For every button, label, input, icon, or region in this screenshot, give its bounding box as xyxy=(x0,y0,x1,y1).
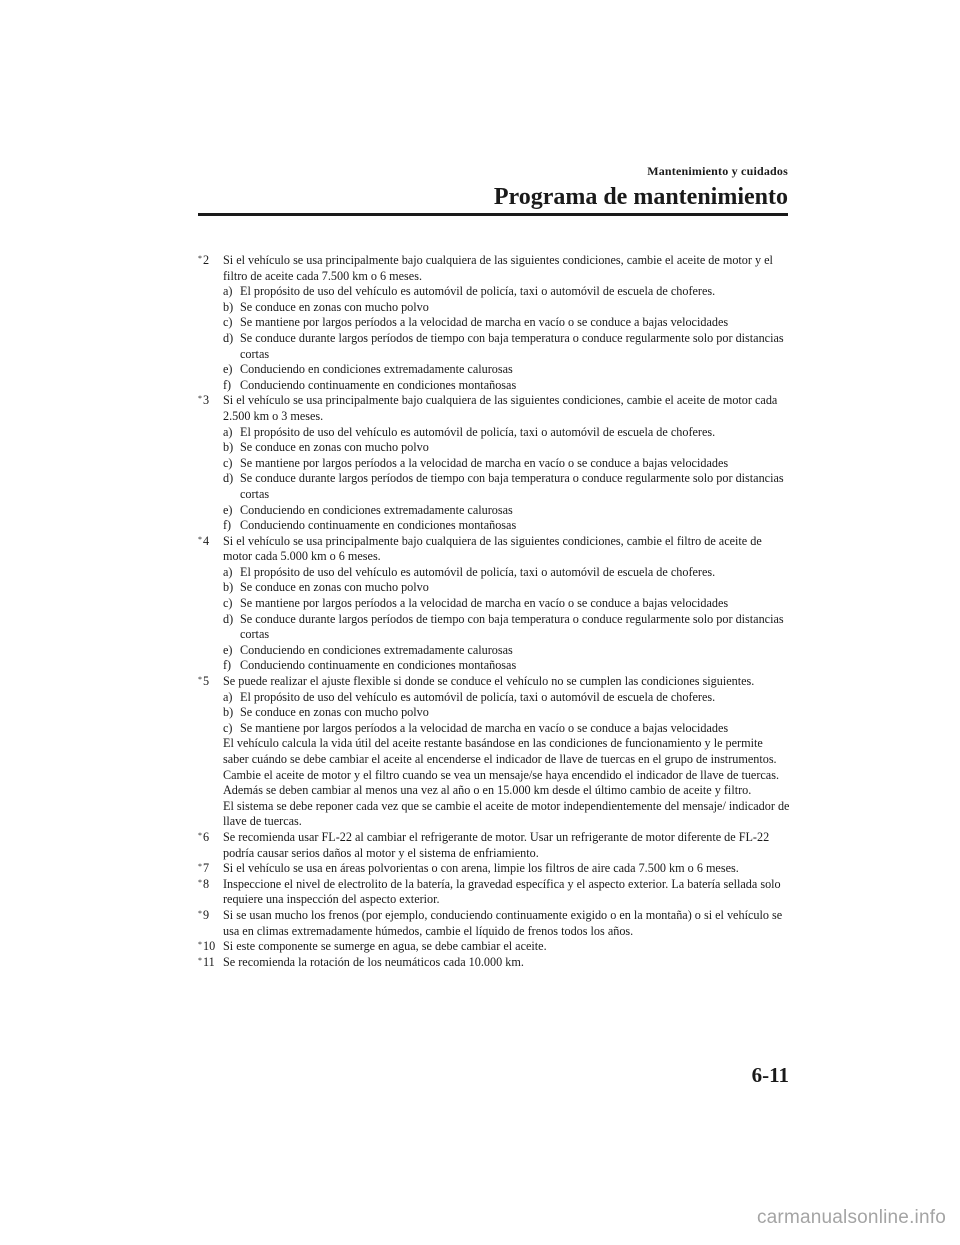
footnote-number: 11 xyxy=(203,954,215,969)
footnote xyxy=(198,908,790,939)
footnote xyxy=(198,830,790,861)
list-item-label: c) xyxy=(223,455,233,470)
footnote-number: 4 xyxy=(203,533,210,548)
footnote-text: Si el vehículo se usa principalmente bajo cualquiera de las siguientes condiciones, cambie el filtro de aceite de motor cada 5.000 km o 6 meses. xyxy=(223,533,762,564)
list-item-label: a) xyxy=(223,424,233,439)
list-item-text: Se conduce en zonas con mucho polvo xyxy=(240,580,429,595)
footnote-number: 3 xyxy=(203,393,210,408)
list-item-text: Se conduce en zonas con mucho polvo xyxy=(240,705,429,720)
list-item-label: d) xyxy=(223,611,234,626)
list-item-text: Se mantiene por largos períodos a la velocidad de marcha en vacío o se conduce a bajas velocidades xyxy=(240,455,729,470)
asterisk-icon: * xyxy=(198,908,202,918)
asterisk-icon: * xyxy=(198,877,202,887)
footnote-number: 9 xyxy=(203,907,210,922)
asterisk-icon: * xyxy=(198,254,202,263)
footnote xyxy=(198,674,790,830)
footnote xyxy=(198,861,790,877)
list-item xyxy=(223,612,790,643)
list-item xyxy=(223,565,790,581)
footnote-marker xyxy=(198,908,209,924)
footnote-number: 7 xyxy=(203,861,210,876)
list-item-text: Conduciendo continuamente en condiciones montañosas xyxy=(240,377,517,392)
list-item xyxy=(223,425,790,441)
list-item xyxy=(223,362,790,378)
list-item xyxy=(223,721,790,737)
asterisk-icon: * xyxy=(198,675,202,685)
list-item-text: Conduciendo en condiciones extremadamente calurosas xyxy=(240,502,513,517)
list-item-text: El propósito de uso del vehículo es automóvil de policía, taxi o automóvil de escuela de choferes. xyxy=(240,424,716,439)
header-rule xyxy=(198,213,788,216)
footnote-marker xyxy=(198,830,209,846)
list-item-label: e) xyxy=(223,502,233,517)
list-item-text: El propósito de uso del vehículo es automóvil de policía, taxi o automóvil de escuela de choferes. xyxy=(240,689,716,704)
list-item-label: d) xyxy=(223,471,234,486)
footnote-text: Se puede realizar el ajuste flexible si donde se conduce el vehículo no se cumplen las condiciones siguientes. xyxy=(223,674,755,689)
footnote-marker xyxy=(198,674,209,690)
footnote xyxy=(198,253,790,393)
footnote-marker xyxy=(198,955,215,971)
list-item-label: c) xyxy=(223,720,233,735)
footnote-text: Si este componente se sumerge en agua, se debe cambiar el aceite. xyxy=(223,939,547,954)
footnote-marker xyxy=(198,939,215,955)
list-item xyxy=(223,690,790,706)
asterisk-icon: * xyxy=(198,830,202,840)
asterisk-icon: * xyxy=(198,955,202,965)
section-title: Mantenimiento y cuidados xyxy=(647,164,788,178)
footnote xyxy=(198,877,790,908)
list-item-label: a) xyxy=(223,284,233,299)
list-item-text: Se conduce durante largos períodos de tiempo con baja temperatura o conduce regularmente solo por distancias cortas xyxy=(240,330,784,361)
footnote-marker xyxy=(198,393,209,409)
list-item-text: Conduciendo continuamente en condiciones montañosas xyxy=(240,518,517,533)
list-item xyxy=(223,596,790,612)
asterisk-icon: * xyxy=(198,534,202,544)
footnote xyxy=(198,955,790,971)
footnote-paragraph: Cambie el aceite de motor y el filtro cuando se vea un mensaje/se haya encendido el indicador de llave de tuercas. Además se deben cambiar al menos una vez al año o en 15.000 km desde el último cambio de aceite y filtro. xyxy=(223,767,779,798)
list-item-label: f) xyxy=(223,377,232,392)
footnote-number: 8 xyxy=(203,876,210,891)
footnote-text: Si el vehículo se usa principalmente bajo cualquiera de las siguientes condiciones, cambie el aceite de motor cada 2.500 km o 3 meses. xyxy=(223,393,778,423)
footnote-marker xyxy=(198,253,209,269)
list-item-label: e) xyxy=(223,642,233,657)
footnote-text: Inspeccione el nivel de electrolito de la batería, la gravedad específica y el aspecto exterior. La batería sellada solo requiere una inspección del aspecto exterior. xyxy=(223,876,781,907)
list-item-label: c) xyxy=(223,315,233,330)
list-item xyxy=(223,471,790,502)
list-item xyxy=(223,378,790,394)
list-item-text: Se conduce en zonas con mucho polvo xyxy=(240,299,429,314)
list-item xyxy=(223,643,790,659)
list-item-text: Se conduce en zonas con mucho polvo xyxy=(240,440,429,455)
list-item-text: Se mantiene por largos períodos a la velocidad de marcha en vacío o se conduce a bajas velocidades xyxy=(240,315,729,330)
list-item-text: Se conduce durante largos períodos de tiempo con baja temperatura o conduce regularmente solo por distancias cortas xyxy=(240,471,784,501)
list-item xyxy=(223,440,790,456)
footnote-number: 5 xyxy=(203,674,210,689)
footnote-marker xyxy=(198,534,209,550)
list-item xyxy=(223,580,790,596)
list-item-text: Conduciendo en condiciones extremadamente calurosas xyxy=(240,362,513,377)
footnote-marker xyxy=(198,861,209,877)
list-item xyxy=(223,315,790,331)
list-item-label: c) xyxy=(223,596,233,611)
footnote-text: Se recomienda usar FL-22 al cambiar el refrigerante de motor. Usar un refrigerante de motor diferente de FL-22 podría causar serios daños al motor y el sistema de enfriamiento. xyxy=(223,829,770,860)
asterisk-icon: * xyxy=(198,862,202,872)
footnote xyxy=(198,939,790,955)
footnote-text: Si el vehículo se usa en áreas polvorientas o con arena, limpie los filtros de aire cada 7.500 km o 6 meses. xyxy=(223,861,739,876)
watermark: carmanualsonline.info xyxy=(756,1207,946,1228)
list-item-label: b) xyxy=(223,580,234,595)
list-item xyxy=(223,331,790,362)
list-item xyxy=(223,658,790,674)
asterisk-icon: * xyxy=(198,940,202,950)
footnote-paragraph: El vehículo calcula la vida útil del aceite restante basándose en las condiciones de funcionamiento y le permite saber cuándo se debe cambiar el aceite al encenderse el indicador de llave de tuercas en el grupo de instrumentos. xyxy=(223,736,777,766)
footnote-number: 6 xyxy=(203,829,210,844)
page-number: 6-11 xyxy=(751,1063,789,1087)
list-item-label: b) xyxy=(223,705,234,720)
footnote xyxy=(198,393,790,533)
list-item-text: El propósito de uso del vehículo es automóvil de policía, taxi o automóvil de escuela de choferes. xyxy=(240,284,716,299)
list-item-text: El propósito de uso del vehículo es automóvil de policía, taxi o automóvil de escuela de choferes. xyxy=(240,564,716,579)
list-item xyxy=(223,503,790,519)
list-item-text: Conduciendo en condiciones extremadamente calurosas xyxy=(240,642,513,657)
list-item xyxy=(223,705,790,721)
list-item-text: Se conduce durante largos períodos de tiempo con baja temperatura o conduce regularmente solo por distancias cortas xyxy=(240,611,784,642)
list-item-label: e) xyxy=(223,362,233,377)
list-item-label: a) xyxy=(223,564,233,579)
list-item xyxy=(223,300,790,316)
list-item-text: Se mantiene por largos períodos a la velocidad de marcha en vacío o se conduce a bajas velocidades xyxy=(240,596,729,611)
footnote-paragraph: El sistema se debe reponer cada vez que se cambie el aceite de motor independientemente del mensaje/ indicador de llave de tuercas. xyxy=(223,798,790,829)
list-item-text: Se mantiene por largos períodos a la velocidad de marcha en vacío o se conduce a bajas velocidades xyxy=(240,720,729,735)
list-item-label: f) xyxy=(223,518,232,533)
footnotes-list xyxy=(198,253,790,970)
footnote-text: Si el vehículo se usa principalmente bajo cualquiera de las siguientes condiciones, cambie el aceite de motor y el filtro de aceite cada 7.500 km o 6 meses. xyxy=(223,253,773,283)
list-item-label: f) xyxy=(223,658,232,673)
list-item xyxy=(223,456,790,472)
list-item-label: b) xyxy=(223,440,234,455)
list-item-label: a) xyxy=(223,689,233,704)
asterisk-icon: * xyxy=(198,394,202,404)
list-item xyxy=(223,518,790,534)
footnote xyxy=(198,534,790,674)
list-item-label: d) xyxy=(223,330,234,345)
list-item-text: Conduciendo continuamente en condiciones montañosas xyxy=(240,658,517,673)
page-title: Programa de mantenimiento xyxy=(493,184,788,210)
list-item-label: b) xyxy=(223,299,234,314)
footnote-text: Se recomienda la rotación de los neumáticos cada 10.000 km. xyxy=(223,954,524,969)
page-header xyxy=(198,164,788,211)
footnote-number: 2 xyxy=(203,253,210,267)
list-item xyxy=(223,284,790,300)
footnote-marker xyxy=(198,877,209,893)
footnote-text: Si se usan mucho los frenos (por ejemplo, conduciendo continuamente exigido o en la montaña) o si el vehículo se usa en climas extremadamente húmedos, cambie el líquido de frenos todos los años. xyxy=(223,907,783,938)
footnote-number: 10 xyxy=(203,939,216,954)
